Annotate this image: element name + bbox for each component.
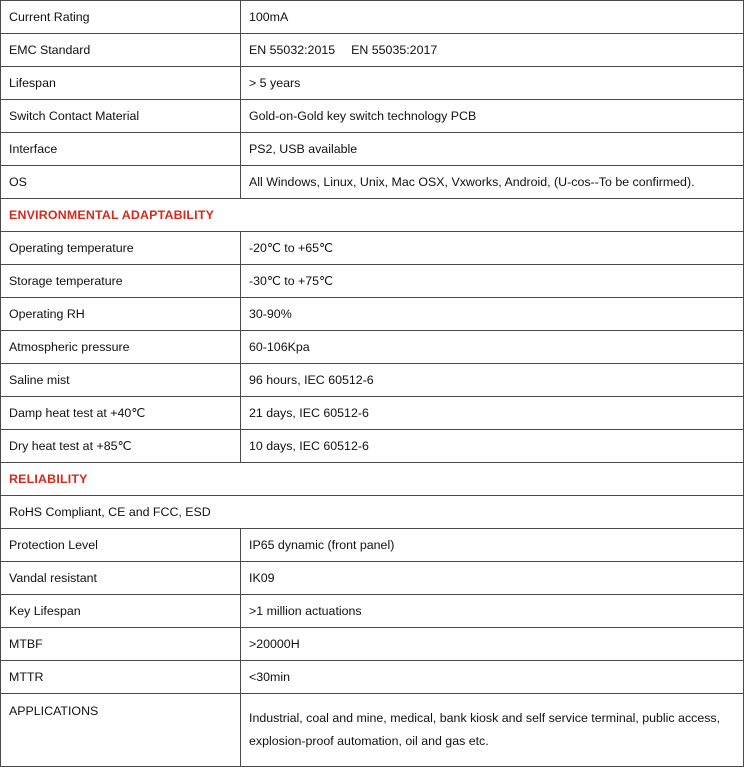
row-label: Switch Contact Material [1, 100, 241, 133]
emc-standard-1: EN 55032:2015 [249, 43, 336, 57]
applications-label: APPLICATIONS [1, 694, 241, 767]
table-row [1, 232, 744, 265]
applications-value: Industrial, coal and mine, medical, bank kiosk and self service terminal, public access, explosion-proof automation, oil and gas etc. [241, 694, 744, 767]
table-row [1, 34, 744, 67]
row-value: 96 hours, IEC 60512-6 [241, 364, 744, 397]
row-value: All Windows, Linux, Unix, Mac OSX, Vxworks, Android, (U-cos--To be confirmed). [241, 166, 744, 199]
table-row [1, 364, 744, 397]
reliability-note: RoHS Compliant, CE and FCC, ESD [1, 496, 744, 529]
row-label: Operating temperature [1, 232, 241, 265]
row-value: 100mA [241, 1, 744, 34]
row-value: <30min [241, 661, 744, 694]
row-value: 60-106Kpa [241, 331, 744, 364]
row-label: Storage temperature [1, 265, 241, 298]
section-row [1, 463, 744, 496]
row-label: MTBF [1, 628, 241, 661]
row-label: EMC Standard [1, 34, 241, 67]
table-row [1, 397, 744, 430]
table-row [1, 331, 744, 364]
table-row [1, 1, 744, 34]
table-row [1, 694, 744, 767]
table-row [1, 562, 744, 595]
row-value: >20000H [241, 628, 744, 661]
row-value: -20℃ to +65℃ [241, 232, 744, 265]
row-value: IK09 [241, 562, 744, 595]
table-row [1, 595, 744, 628]
table-row [1, 67, 744, 100]
row-label: Lifespan [1, 67, 241, 100]
row-label: Operating RH [1, 298, 241, 331]
row-label: MTTR [1, 661, 241, 694]
table-row [1, 133, 744, 166]
section-heading-environmental: ENVIRONMENTAL ADAPTABILITY [1, 199, 744, 232]
table-row [1, 496, 744, 529]
row-label: OS [1, 166, 241, 199]
row-label: Vandal resistant [1, 562, 241, 595]
row-label: Protection Level [1, 529, 241, 562]
table-row [1, 166, 744, 199]
emc-standard-2: EN 55035:2017 [351, 43, 438, 57]
row-value: 30-90% [241, 298, 744, 331]
table-row [1, 661, 744, 694]
section-row [1, 199, 744, 232]
table-row [1, 529, 744, 562]
row-label: Atmospheric pressure [1, 331, 241, 364]
table-row [1, 430, 744, 463]
row-label: Dry heat test at +85℃ [1, 430, 241, 463]
row-value: 10 days, IEC 60512-6 [241, 430, 744, 463]
row-value: Gold-on-Gold key switch technology PCB [241, 100, 744, 133]
row-value: > 5 years [241, 67, 744, 100]
row-value: >1 million actuations [241, 595, 744, 628]
row-value: 21 days, IEC 60512-6 [241, 397, 744, 430]
row-value: -30℃ to +75℃ [241, 265, 744, 298]
table-row [1, 265, 744, 298]
row-label: Key Lifespan [1, 595, 241, 628]
row-value: IP65 dynamic (front panel) [241, 529, 744, 562]
row-label: Saline mist [1, 364, 241, 397]
row-label: Interface [1, 133, 241, 166]
table-row [1, 100, 744, 133]
row-value [241, 34, 744, 67]
row-label: Damp heat test at +40℃ [1, 397, 241, 430]
section-heading-reliability: RELIABILITY [1, 463, 744, 496]
row-label: Current Rating [1, 1, 241, 34]
table-row [1, 628, 744, 661]
row-value: PS2, USB available [241, 133, 744, 166]
table-row [1, 298, 744, 331]
